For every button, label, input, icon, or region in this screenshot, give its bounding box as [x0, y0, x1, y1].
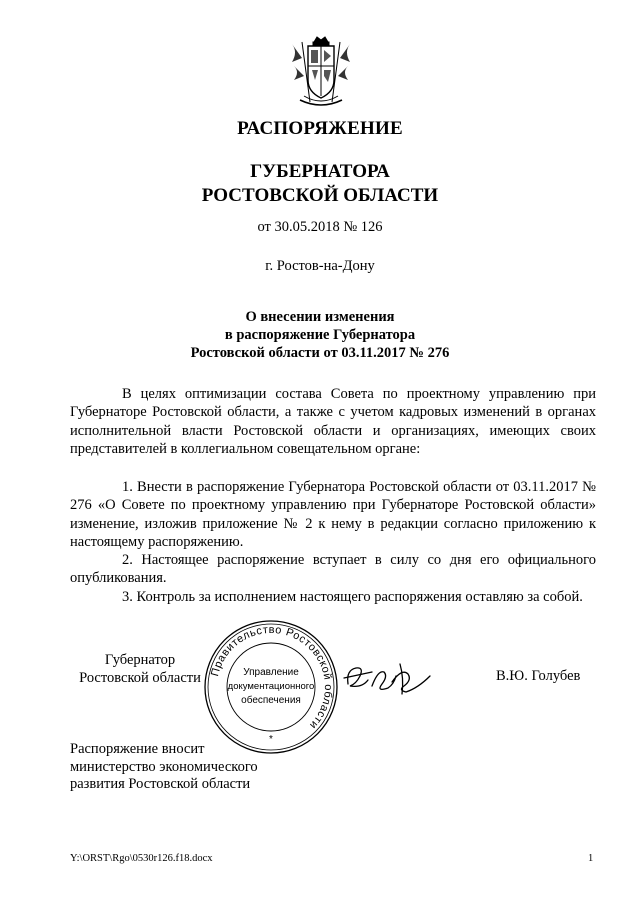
signatory-position — [70, 651, 210, 688]
issuer-line-1: ГУБЕРНАТОРА — [250, 161, 390, 182]
title-line-2: в распоряжение Губернатора — [224, 327, 416, 343]
stamp-inner-line-3: обеспечения — [241, 695, 301, 706]
issuer-heading — [0, 160, 640, 208]
executor-line-1: Распоряжение вносит — [70, 741, 205, 757]
title-line-1: О внесении изменения — [245, 309, 395, 325]
rostov-coat-of-arms-icon — [288, 36, 354, 110]
document-title — [0, 308, 640, 362]
position-line-2: Ростовской области — [79, 670, 201, 687]
official-stamp — [202, 618, 340, 756]
executor-note — [70, 741, 310, 794]
document-city: г. Ростов-на-Дону — [265, 258, 375, 274]
file-path-footer: Y:\ORST\Rgo\0530r126.f18.docx — [70, 853, 213, 864]
position-line-1: Губернатор — [104, 652, 176, 668]
svg-text:*: * — [269, 734, 273, 745]
stamp-inner-line-2: документационного — [227, 681, 315, 692]
executor-line-3: развития Ростовской области — [70, 776, 251, 792]
signatory-name: В.Ю. Голубев — [496, 668, 581, 684]
handwritten-signature — [342, 658, 434, 698]
issuer-line-2: РОСТОВСКОЙ ОБЛАСТИ — [201, 185, 439, 206]
document-date-number: от 30.05.2018 № 126 — [257, 219, 383, 235]
executor-line-2: министерство экономического — [70, 758, 258, 775]
order-item-3: 3. Контроль за исполнением настоящего распоряжения оставляю за собой. — [122, 588, 583, 605]
title-line-3: Ростовской области от 03.11.2017 № 276 — [190, 345, 450, 361]
preamble-paragraph: В целях оптимизации состава Совета по проектному управлению при Губернаторе Ростовской области, а также с учетом кадровых изменений в органах исполнительной власти Ростовской области и организациях, имеющих своих представителей в коллегиальном совещательном органе: — [70, 386, 596, 457]
order-item-1: 1. Внести в распоряжение Губернатора Ростовской области от 03.11.2017 № 276 «О Совете по проектному управлению при Губернаторе Ростовской области» изменение, изложив приложение № 2 к нему в редакции согласно приложению к настоящему распоряжению. — [70, 479, 596, 550]
stamp-outer-text: Правительство Ростовской области — [209, 623, 335, 732]
order-items — [70, 478, 596, 606]
page-number: 1 — [588, 853, 594, 864]
stamp-inner-line-1: Управление — [243, 667, 299, 678]
order-item-2: 2. Настоящее распоряжение вступает в силу со дня его официального опубликования. — [70, 552, 596, 587]
document-type-heading: РАСПОРЯЖЕНИЕ — [237, 118, 403, 139]
